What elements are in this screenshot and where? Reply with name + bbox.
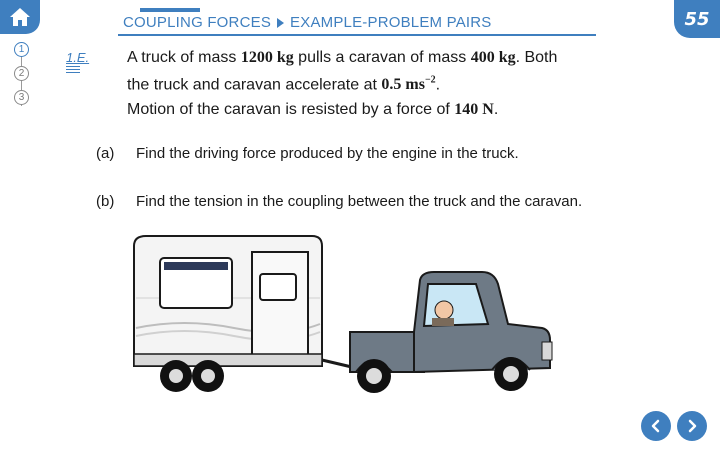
next-page-button[interactable] — [677, 411, 707, 441]
question-a-text: Find the driving force produced by the engine in the truck. — [136, 145, 519, 162]
section-title: COUPLING FORCES — [123, 14, 272, 31]
resistive-force: 140 N — [454, 101, 494, 118]
caravan-mass: 400 kg — [470, 49, 516, 66]
chevron-left-icon — [648, 418, 664, 434]
question-b-text: Find the tension in the coupling between the truck and the caravan. — [136, 193, 583, 210]
step-1[interactable]: 1 — [14, 42, 29, 57]
home-button[interactable] — [0, 0, 40, 34]
step-3[interactable]: 3 — [14, 90, 29, 105]
problem-label-decoration — [66, 66, 80, 75]
question-a-label: (a) — [96, 145, 115, 162]
prev-page-button[interactable] — [641, 411, 671, 441]
page-number: 55 — [684, 8, 710, 30]
problem-label: 1.E. — [66, 50, 90, 65]
caravan-image — [134, 236, 356, 392]
header — [118, 8, 596, 36]
breadcrumb-arrow-icon — [277, 18, 284, 28]
header-underline — [118, 34, 596, 36]
chevron-right-icon — [684, 418, 700, 434]
statement-line-1: A truck of mass 1200 kg pulls a caravan of mass 400 kg. Both — [127, 49, 558, 66]
header-accent — [140, 8, 200, 12]
step-nav — [0, 38, 40, 118]
header-title — [123, 14, 492, 31]
truck-caravan-illustration — [124, 228, 554, 398]
statement-line-2: the truck and caravan accelerate at 0.5 $ms^{-2}$. — [127, 75, 441, 94]
question-b-label: (b) — [96, 193, 115, 210]
home-icon — [8, 6, 32, 28]
truck-image — [350, 272, 552, 393]
statement-line-3: Motion of the caravan is resisted by a force of 140 N. — [127, 101, 499, 118]
truck-mass: 1200 kg — [240, 49, 294, 66]
acceleration: 0.5 $ms^{-2}$ — [381, 75, 436, 94]
subsection-title: EXAMPLE-PROBLEM PAIRS — [290, 14, 492, 31]
step-2[interactable]: 2 — [14, 66, 29, 81]
problem-statement — [127, 46, 597, 118]
page-number-badge — [674, 0, 720, 38]
